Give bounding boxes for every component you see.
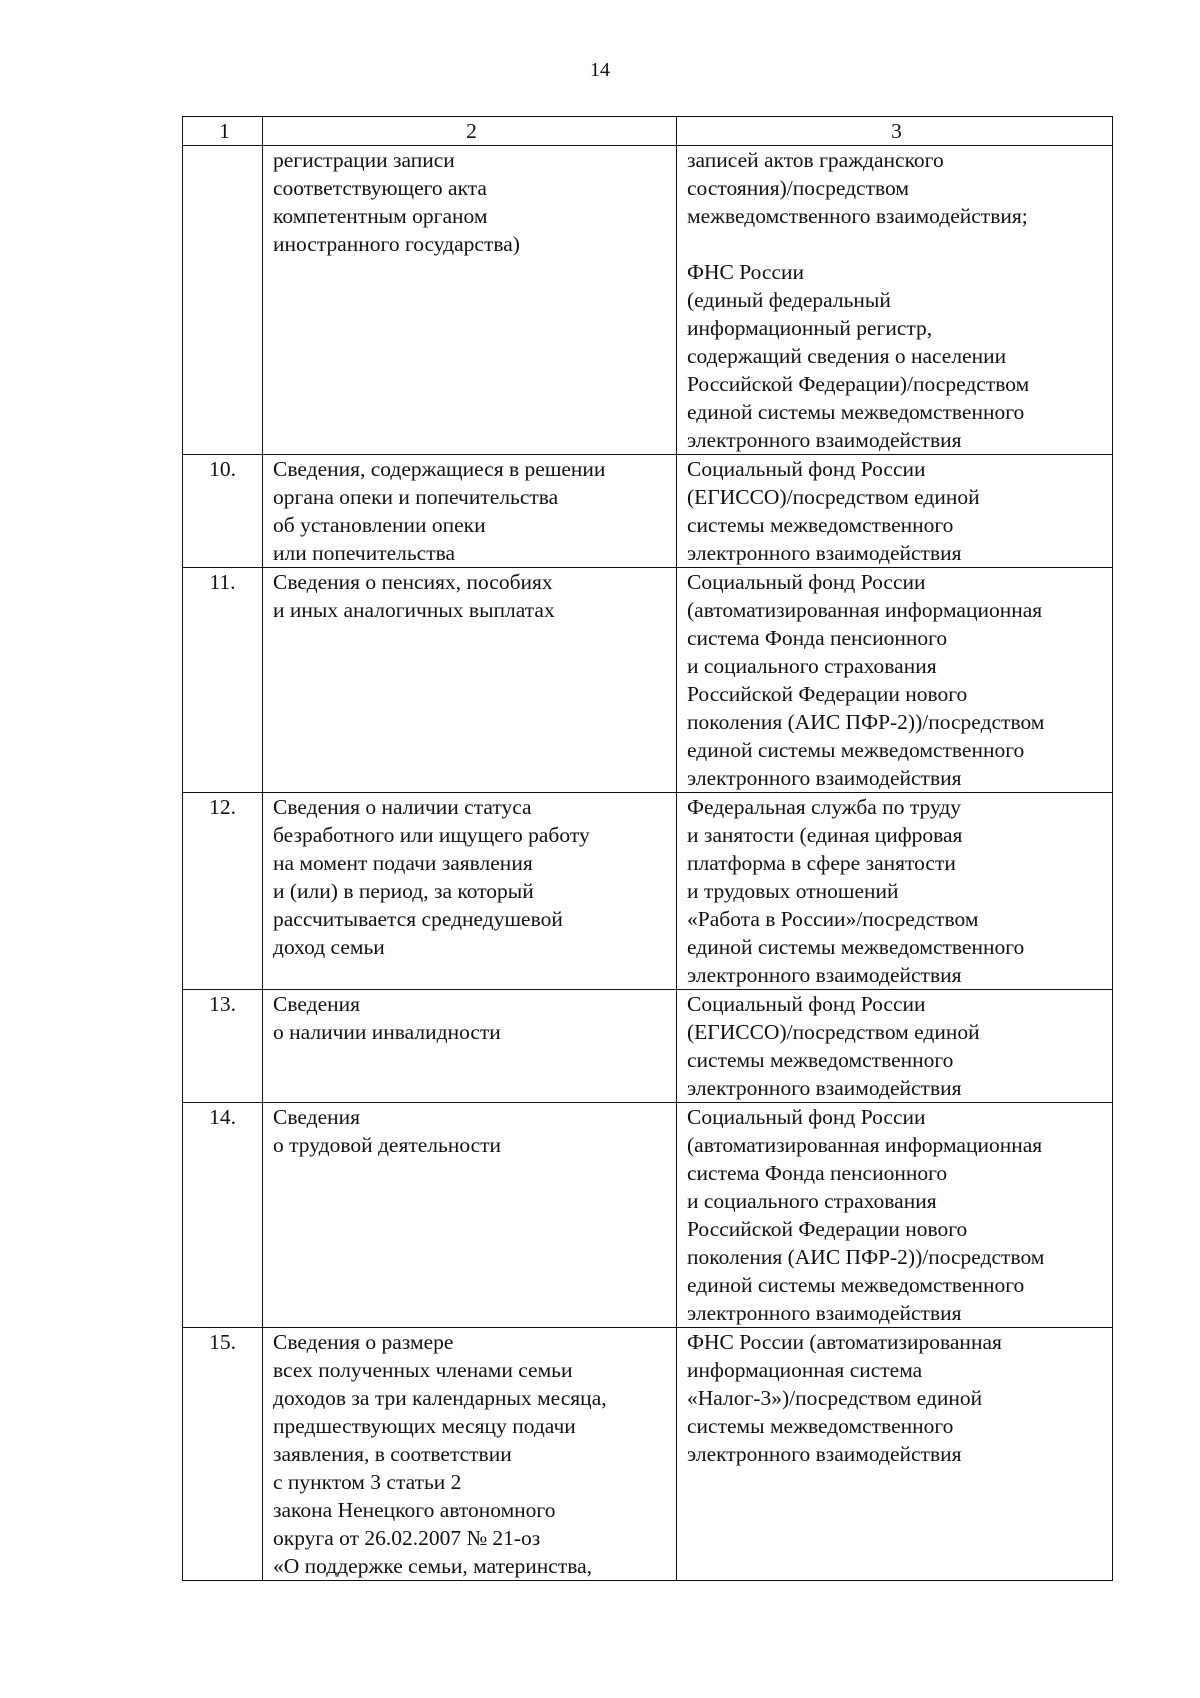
row-number: 13. bbox=[183, 990, 263, 1103]
table-header-row bbox=[183, 117, 1113, 146]
text-line: Социальный фонд России bbox=[687, 992, 926, 1016]
text-line: информационный регистр, bbox=[687, 316, 933, 340]
text-line: закона Ненецкого автономного bbox=[273, 1498, 556, 1522]
text-line: Сведения о размере bbox=[273, 1330, 454, 1354]
text-line: Российской Федерации нового bbox=[687, 682, 968, 706]
text-line: электронного взаимодействия bbox=[687, 428, 962, 452]
text-line: содержащий сведения о населении bbox=[687, 344, 1007, 368]
row-description bbox=[263, 146, 677, 455]
text-line: информационная система bbox=[687, 1358, 923, 1382]
text-line: электронного взаимодействия bbox=[687, 766, 962, 790]
text-line: всех полученных членами семьи bbox=[273, 1358, 573, 1382]
text-line: соответствующего акта bbox=[273, 176, 487, 200]
row-description bbox=[263, 793, 677, 990]
text-line: о наличии инвалидности bbox=[273, 1020, 501, 1044]
column-header-1: 1 bbox=[183, 117, 263, 146]
row-description bbox=[263, 1328, 677, 1581]
table-row bbox=[183, 1328, 1113, 1581]
table-row bbox=[183, 568, 1113, 793]
text-line: Социальный фонд России bbox=[687, 570, 926, 594]
text-line: с пунктом 3 статьи 2 bbox=[273, 1470, 462, 1494]
text-line: электронного взаимодействия bbox=[687, 1442, 962, 1466]
table-row bbox=[183, 1103, 1113, 1328]
text-line: поколения (АИС ПФР-2))/посредством bbox=[687, 1245, 1045, 1269]
text-line: система Фонда пенсионного bbox=[687, 626, 948, 650]
text-line: записей актов гражданского bbox=[687, 148, 944, 172]
text-line: Сведения о пенсиях, пособиях bbox=[273, 570, 553, 594]
text-line: Сведения bbox=[273, 992, 361, 1016]
text-line: округа от 26.02.2007 № 21-оз bbox=[273, 1526, 541, 1550]
text-line: компетентным органом bbox=[273, 204, 488, 228]
table-row bbox=[183, 793, 1113, 990]
text-line: единой системы межведомственного bbox=[687, 1273, 1025, 1297]
row-number bbox=[183, 146, 263, 455]
text-line: (единый федеральный bbox=[687, 288, 891, 312]
row-source bbox=[677, 1103, 1113, 1328]
text-line: (автоматизированная информационная bbox=[687, 598, 1043, 622]
row-number: 10. bbox=[183, 455, 263, 568]
row-description bbox=[263, 455, 677, 568]
text-line: платформа в сфере занятости bbox=[687, 851, 956, 875]
text-line: на момент подачи заявления bbox=[273, 851, 533, 875]
text-line: состояния)/посредством bbox=[687, 176, 909, 200]
text-line: и социального страхования bbox=[687, 654, 937, 678]
row-description bbox=[263, 990, 677, 1103]
text-line: системы межведомственного bbox=[687, 513, 954, 537]
text-line: системы межведомственного bbox=[687, 1048, 954, 1072]
text-line: Российской Федерации)/посредством bbox=[687, 372, 1030, 396]
text-line: рассчитывается среднедушевой bbox=[273, 907, 563, 931]
table-row bbox=[183, 990, 1113, 1103]
text-line: (ЕГИССО)/посредством единой bbox=[687, 485, 980, 509]
paragraph-gap bbox=[687, 230, 1106, 258]
text-line: «Налог-3»)/посредством единой bbox=[687, 1386, 983, 1410]
text-line: Сведения, содержащиеся в решении bbox=[273, 457, 606, 481]
text-line: Сведения о наличии статуса bbox=[273, 795, 532, 819]
text-line: единой системы межведомственного bbox=[687, 400, 1025, 424]
row-description bbox=[263, 568, 677, 793]
text-line: и занятости (единая цифровая bbox=[687, 823, 963, 847]
text-line: межведомственного взаимодействия; bbox=[687, 204, 1028, 228]
table-row bbox=[183, 146, 1113, 455]
text-line: электронного взаимодействия bbox=[687, 963, 962, 987]
text-line: Сведения bbox=[273, 1105, 361, 1129]
text-line: единой системы межведомственного bbox=[687, 935, 1025, 959]
text-line: заявления, в соответствии bbox=[273, 1442, 512, 1466]
text-line: Социальный фонд России bbox=[687, 457, 926, 481]
column-header-2: 2 bbox=[263, 117, 677, 146]
text-line: поколения (АИС ПФР-2))/посредством bbox=[687, 710, 1045, 734]
page-number: 14 bbox=[590, 59, 610, 81]
text-line: органа опеки и попечительства bbox=[273, 485, 559, 509]
text-line: Федеральная служба по труду bbox=[687, 795, 962, 819]
text-line: система Фонда пенсионного bbox=[687, 1161, 948, 1185]
text-line: электронного взаимодействия bbox=[687, 1076, 962, 1100]
text-line: и иных аналогичных выплатах bbox=[273, 598, 555, 622]
text-line: Российской Федерации нового bbox=[687, 1217, 968, 1241]
text-line: (ЕГИССО)/посредством единой bbox=[687, 1020, 980, 1044]
row-source bbox=[677, 1328, 1113, 1581]
row-number: 12. bbox=[183, 793, 263, 990]
text-line: «Работа в России»/посредством bbox=[687, 907, 979, 931]
row-source bbox=[677, 568, 1113, 793]
text-line: об установлении опеки bbox=[273, 513, 486, 537]
table-row bbox=[183, 455, 1113, 568]
text-line: единой системы межведомственного bbox=[687, 738, 1025, 762]
text-line: Социальный фонд России bbox=[687, 1105, 926, 1129]
text-line: «О поддержке семьи, материнства, bbox=[273, 1554, 593, 1578]
row-description bbox=[263, 1103, 677, 1328]
text-line: регистрации записи bbox=[273, 148, 455, 172]
text-line: системы межведомственного bbox=[687, 1414, 954, 1438]
text-line: и социального страхования bbox=[687, 1189, 937, 1213]
text-line: иностранного государства) bbox=[273, 232, 520, 256]
text-line: о трудовой деятельности bbox=[273, 1133, 502, 1157]
text-line: ФНС России bbox=[687, 260, 805, 284]
text-line: электронного взаимодействия bbox=[687, 541, 962, 565]
text-line: или попечительства bbox=[273, 541, 456, 565]
row-source bbox=[677, 146, 1113, 455]
row-source bbox=[677, 793, 1113, 990]
text-line: доходов за три календарных месяца, bbox=[273, 1386, 607, 1410]
row-source bbox=[677, 990, 1113, 1103]
text-line: доход семьи bbox=[273, 935, 385, 959]
text-line: безработного или ищущего работу bbox=[273, 823, 590, 847]
document-table bbox=[182, 116, 1113, 1581]
row-number: 11. bbox=[183, 568, 263, 793]
column-header-3: 3 bbox=[677, 117, 1113, 146]
row-number: 15. bbox=[183, 1328, 263, 1581]
text-line: предшествующих месяцу подачи bbox=[273, 1414, 576, 1438]
text-line: и (или) в период, за который bbox=[273, 879, 534, 903]
row-number: 14. bbox=[183, 1103, 263, 1328]
row-source bbox=[677, 455, 1113, 568]
text-line: электронного взаимодействия bbox=[687, 1301, 962, 1325]
text-line: (автоматизированная информационная bbox=[687, 1133, 1043, 1157]
text-line: ФНС России (автоматизированная bbox=[687, 1330, 1002, 1354]
text-line: и трудовых отношений bbox=[687, 879, 899, 903]
